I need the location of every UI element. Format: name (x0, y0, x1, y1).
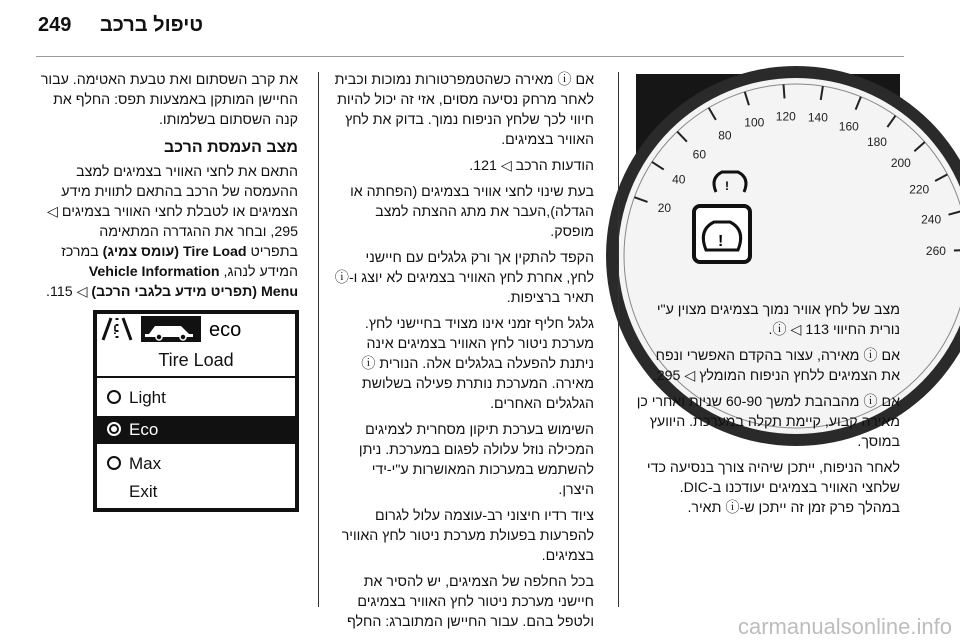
text-span: המידע לנהג, (219, 264, 298, 280)
paragraph-line (36, 242, 298, 262)
paragraph: השימוש בערכת תיקון מסחרית לצמיגים המכילה נוזל עלולה לפגום במערכת. ניתן להשתמש במערכות המאושרות ע"י-ידי היצרן. (358, 422, 594, 498)
gauge-speed-label: 20 (657, 201, 672, 216)
svg-text:!: ! (718, 233, 724, 250)
column-divider (318, 72, 319, 607)
menu-term: Tire Load (עומס צמיג) (102, 244, 247, 260)
display-icon-bar (97, 314, 295, 344)
svg-text:!: ! (725, 179, 729, 193)
gauge-speed-label: 260 (925, 244, 946, 259)
paragraph: לאחר הניפוח, ייתכן שיהיה צורך בנסיעה כדי שלחצי האוויר בצמיגים יעודכנו ב-DIC. במהלך פרק זמן זה ייתכן ש-ⓘ תאיר. (646, 460, 900, 516)
display-divider (97, 376, 295, 378)
paragraph-line (36, 262, 298, 282)
paragraph: בכל החלפה של הצמיגים, יש להסיר את חיישני מערכת ניטור לחץ האוויר בצמיגים ולטפל בהם. עבור החיישן המתוברג: החלף (346, 574, 594, 630)
text-span: בתפריט (246, 244, 298, 260)
text-span: ◁ 115. (46, 284, 92, 300)
right-text-column (636, 300, 900, 524)
car-icon (141, 316, 201, 342)
column-divider (618, 72, 619, 607)
svg-text:!: ! (113, 323, 117, 337)
exit-option[interactable]: Exit (129, 482, 158, 501)
gauge-speed-label: 240 (921, 212, 942, 227)
paragraph-line (36, 282, 298, 302)
option-max[interactable] (97, 450, 295, 478)
paragraph: את קרב השסתום ואת טבעת האטימה. עבור החיישן המותקן באמצעות תפס: החלף את קנה השסתום בשלמותו. (40, 72, 298, 128)
middle-text-column (334, 70, 594, 638)
paragraph: אם ⓘ מהבהבת למשך 60-90 שניות ואחרי כן מאירה קבוע, קיימת תקלה במערכת. היוועץ במוסך. (636, 394, 900, 450)
radio-icon (107, 390, 121, 404)
page-header (0, 0, 960, 58)
page-number: 249 (38, 14, 72, 36)
display-screen (97, 314, 295, 508)
gauge-speed-label: 100 (744, 115, 765, 130)
option-label: Max (129, 454, 162, 473)
gauge-speed-label: 80 (718, 128, 732, 143)
gauge-tick (784, 84, 785, 98)
gauge-speed-label: 160 (838, 119, 859, 134)
option-label: Eco (129, 420, 159, 439)
road-warning-icon (103, 318, 131, 340)
menu-term: Menu (תפריט מידע בלגבי הרכב) (91, 284, 298, 300)
paragraph: התאם את לחצי האוויר בצמיגים למצב ההעמסה של הרכב בהתאם לתווית מידע הצמיגים או לטבלת לחצי האוויר בצמיגים ◁ 295, ובחר את ההגדרה המתאימה (47, 164, 298, 240)
option-eco[interactable] (97, 416, 295, 444)
menu-term: Vehicle Information (88, 264, 220, 280)
gauge-speed-label: 200 (890, 156, 911, 171)
gauge-speed-label: 180 (866, 134, 887, 149)
gauge-speed-label: 140 (807, 110, 828, 125)
paragraph: ציוד רדיו חיצוני רב-עוצמה עלול לגרום להפרעות בפעולת מערכת ניטור לחץ האוויר בצמיגים. (341, 508, 594, 564)
section-heading: מצב העמסת הרכב (164, 139, 298, 156)
option-light[interactable] (97, 384, 295, 412)
gauge-speed-label: 40 (672, 172, 686, 187)
gauge-svg (636, 74, 946, 292)
tire-load-display (93, 310, 299, 512)
radio-icon (107, 456, 121, 470)
paragraph: מצב של לחץ אוויר נמוך בצמיגים מצוין ע"י נורית החיווי ⓘ ◁ 113. (656, 302, 900, 338)
option-label: Light (129, 388, 166, 407)
left-text-column (36, 70, 298, 302)
header-divider (36, 56, 904, 57)
paragraph: הודעות הרכב ◁ 121. (469, 158, 594, 174)
radio-selected-icon (107, 422, 121, 436)
eco-label: eco (209, 319, 242, 341)
display-title: Tire Load (158, 350, 234, 370)
paragraph: אם ⓘ מאירה, עצור בהקדם האפשרי ונפח את הצמיגים ללחץ הניפוח המומלץ ◁ 295. (652, 348, 900, 384)
speedometer-illustration (636, 74, 946, 292)
gauge-speed-label: 220 (909, 182, 930, 197)
gauge-speed-label: 60 (692, 147, 707, 162)
gauge-speed-label: 120 (775, 109, 796, 124)
watermark: carmanualsonline.info (737, 614, 952, 639)
paragraph: בעת שינוי לחצי אוויר בצמיגים (הפחתה או הגדלה),העבר את מתג ההצתה למצב מופסק. (350, 184, 594, 240)
paragraph: הקפד להתקין אך ורק גלגלים עם חיישני לחץ, אחרת לחץ האוויר בצמיגים לא יוצג ו-ⓘ תאיר ברציפות. (334, 250, 594, 306)
text-span: במרכז (61, 244, 103, 260)
page-title: טיפול ברכב (100, 14, 204, 36)
paragraph: אם ⓘ מאירה כשהטמפרטורות נמוכות וכבית לאחר מרחק נסיעה מסוים, אזי זה יכול להיות חיווי לכך שלחץ הניפוח נמוך. בדוק את לחץ האוויר בצמיגים. (334, 72, 594, 148)
paragraph: גלגל חליף זמני אינו מצויד בחיישני לחץ. מערכת ניטור לחץ האוויר בצמיגים אינה ניתנת להפעלה בגלגלים אלה. הנורית ⓘ מאירה. המערכת נותרת פעילה בשלושת הגלגלים האחרים. (361, 316, 594, 412)
